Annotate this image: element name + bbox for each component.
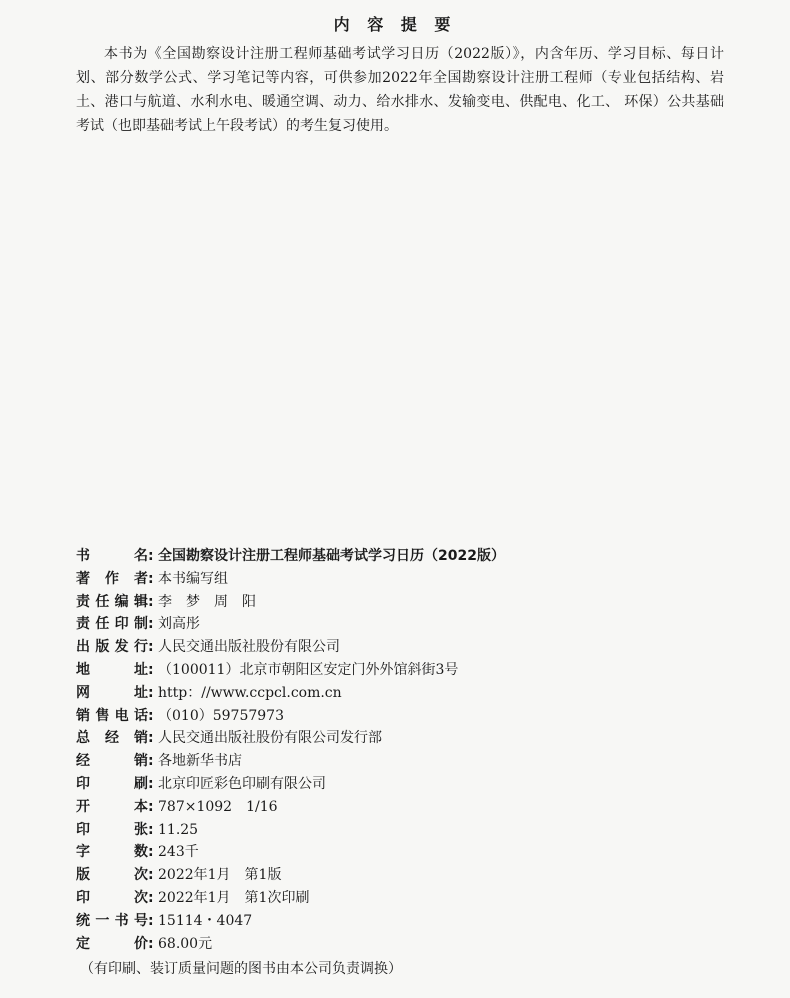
colon: : [148, 935, 154, 952]
info-value: 人民交通出版社股份有限公司发行部 [158, 730, 382, 747]
info-label: 地址 [76, 661, 148, 678]
info-row-format [76, 796, 726, 819]
info-row-print-manager [76, 613, 726, 636]
colon: : [148, 570, 154, 587]
info-value: 11.25 [158, 821, 199, 838]
info-value: 人民交通出版社股份有限公司 [158, 639, 340, 656]
info-row-sheets [76, 819, 726, 842]
info-value: （100011）北京市朝阳区安定门外外馆斜街3号 [158, 661, 459, 678]
info-value: 北京印匠彩色印刷有限公司 [158, 775, 326, 792]
info-value: http：//www.ccpcl.com.cn [158, 684, 342, 701]
info-value: 2022年1月 第1版 [158, 867, 282, 884]
colon: : [148, 616, 154, 633]
summary-paragraph: 本书为《全国勘察设计注册工程师基础考试学习日历（2022版）》，内含年历、学习目标、每日计划、部分数学公式、学习笔记等内容，可供参加2022年全国勘察设计注册工程师（专业包括结构、岩土、港口与航道、水利水电、暖通空调、动力、给水排水、发输变电、供配电、化工、 环保）公共基础考试（也即基础考试上午段考试）的考生复习使用。 [76, 46, 724, 134]
info-row-isbn [76, 910, 726, 933]
info-row-edition [76, 864, 726, 887]
info-value: 李 梦 周 阳 [158, 593, 256, 610]
colon: : [148, 684, 154, 701]
info-label: 定价 [76, 935, 148, 952]
info-row-printing [76, 887, 726, 910]
colon: : [148, 867, 154, 884]
colon: : [148, 775, 154, 792]
info-row-publisher [76, 636, 726, 659]
publication-info [76, 545, 726, 955]
info-label: 总经销 [76, 730, 148, 747]
info-value: 2022年1月 第1次印刷 [158, 889, 310, 906]
info-row-author [76, 568, 726, 591]
info-label: 经销 [76, 753, 148, 770]
info-value: 各地新华书店 [158, 753, 242, 770]
quality-note: （有印刷、装订质量问题的图书由本公司负责调换） [80, 961, 402, 977]
colon: : [148, 821, 154, 838]
info-value: 全国勘察设计注册工程师基础考试学习日历（2022版） [158, 548, 505, 564]
colon: : [148, 912, 154, 929]
info-row-word-count [76, 841, 726, 864]
info-row-address [76, 659, 726, 682]
info-value: 243千 [158, 844, 199, 861]
info-label: 著作者 [76, 570, 148, 587]
info-label: 印刷 [76, 775, 148, 792]
info-label: 印次 [76, 889, 148, 906]
info-label: 印张 [76, 821, 148, 838]
info-label: 出版发行 [76, 639, 148, 656]
info-label: 销售电话 [76, 707, 148, 724]
info-label: 责任印制 [76, 616, 148, 633]
colon: : [148, 753, 154, 770]
info-row-distributor [76, 727, 726, 750]
colon: : [148, 707, 154, 724]
colon: : [148, 844, 154, 861]
info-label: 统一书号 [76, 912, 148, 929]
info-label: 责任编辑 [76, 593, 148, 610]
info-value: 本书编写组 [158, 570, 228, 587]
info-value: 刘高彤 [158, 616, 200, 633]
colon: : [148, 798, 154, 815]
info-label: 开本 [76, 798, 148, 815]
info-row-editor [76, 591, 726, 614]
info-value: 787×1092 1/16 [158, 798, 278, 815]
info-row-printer [76, 773, 726, 796]
colon: : [148, 548, 154, 564]
info-row-price [76, 933, 726, 956]
info-row-sales-phone [76, 705, 726, 728]
colon: : [148, 889, 154, 906]
info-label: 网址 [76, 684, 148, 701]
info-value: 68.00元 [158, 935, 213, 952]
info-row-retailer [76, 750, 726, 773]
info-label: 版次 [76, 867, 148, 884]
info-value: （010）59757973 [158, 707, 284, 724]
info-row-website [76, 682, 726, 705]
colon: : [148, 730, 154, 747]
info-value: 15114・4047 [158, 912, 253, 929]
info-row-book-name [76, 545, 726, 568]
info-label: 字数 [76, 844, 148, 861]
colon: : [148, 639, 154, 656]
colon: : [148, 661, 154, 678]
colon: : [148, 593, 154, 610]
info-label: 书名 [76, 548, 148, 564]
page-title: 内 容 提 要 [333, 15, 457, 34]
